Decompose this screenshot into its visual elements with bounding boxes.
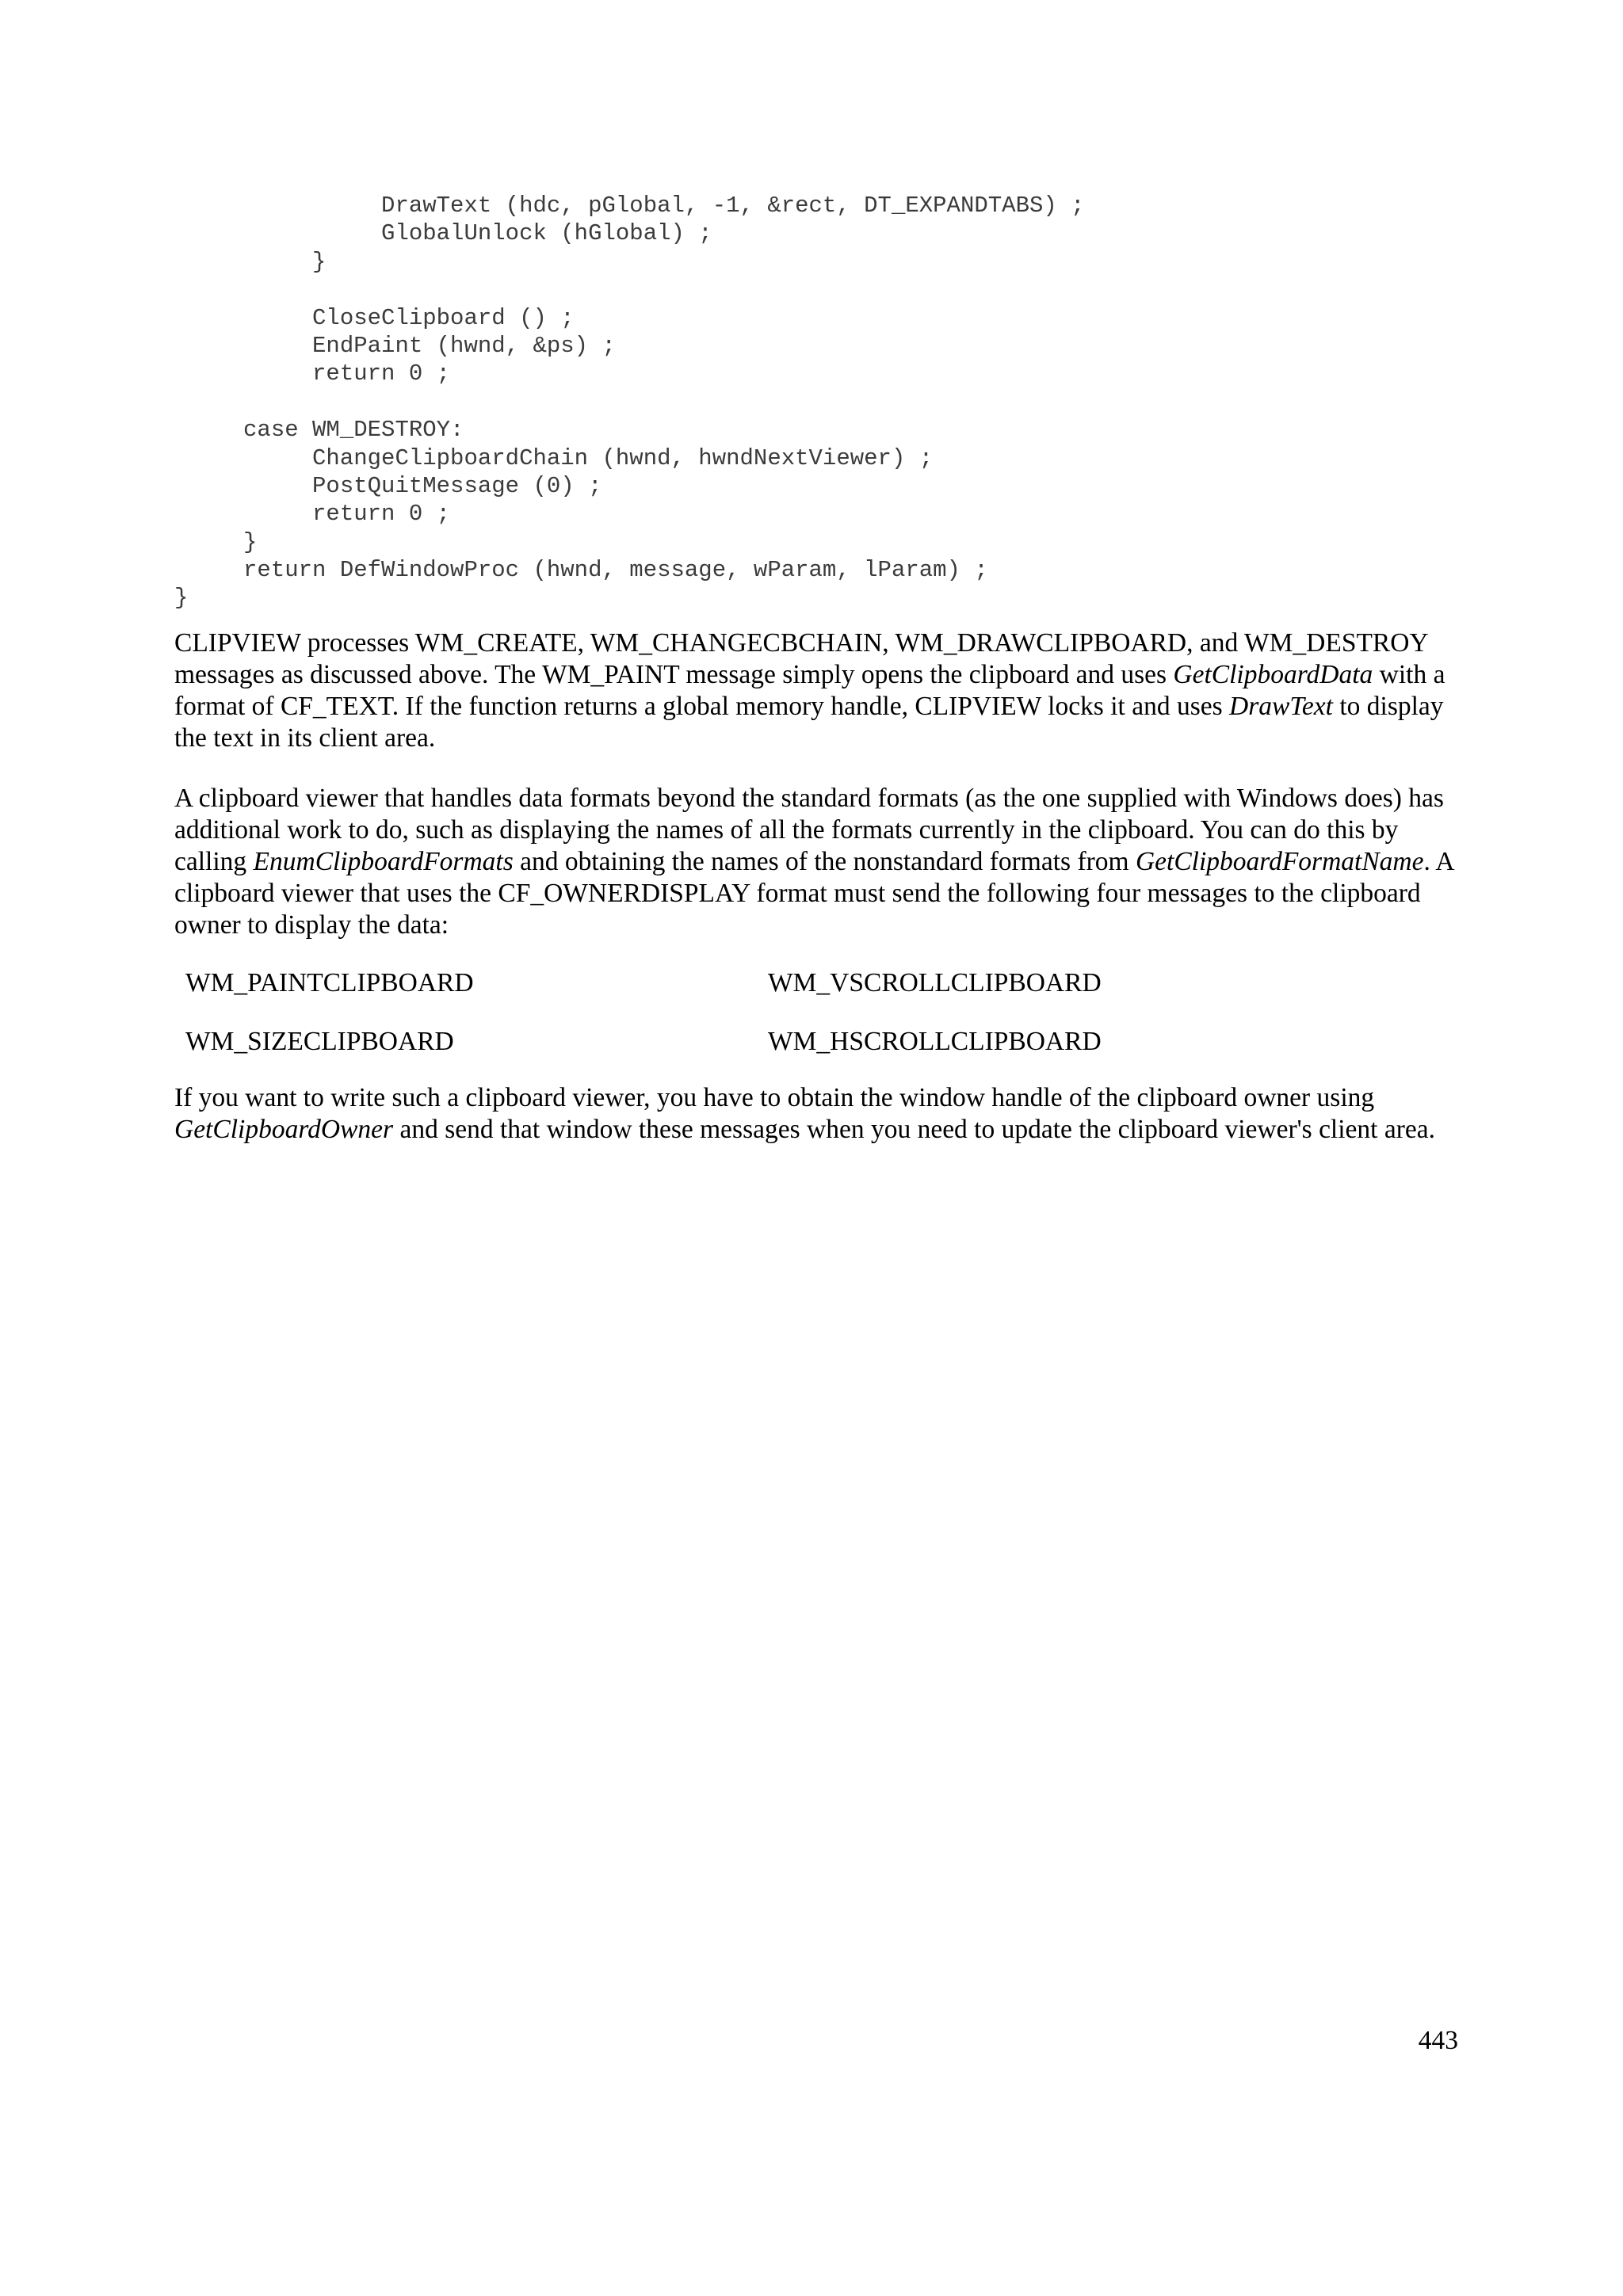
message-row	[185, 967, 1374, 1026]
code-line	[174, 388, 1442, 416]
paragraph-text: If you want to write such a clipboard viewer, you have to obtain the window handle of the clipboard owner using	[174, 1083, 1375, 1112]
code-line: GlobalUnlock (hGlobal) ;	[174, 220, 712, 247]
code-line: return 0 ;	[174, 501, 451, 528]
paragraph-text: A clipboard viewer that handles data formats beyond the standard formats (as the one supplied with Windows does) has additional work to do, such as displaying the names of all the formats currently in the clipboard. You can do this by calling	[174, 784, 1444, 876]
page-number: 443	[1418, 2026, 1458, 2055]
function-name-getclipboardformatname: GetClipboardFormatName	[1135, 847, 1424, 876]
paragraph-text: to display the text in its client area.	[174, 692, 1444, 753]
paragraph-text: with a format of CF_TEXT. If the function returns a global memory handle, CLIPVIEW locks it and uses	[174, 660, 1445, 721]
function-name-drawtext: DrawText	[1229, 692, 1333, 721]
message-name: WM_PAINTCLIPBOARD	[185, 968, 474, 997]
message-row	[185, 1026, 1374, 1085]
code-line: return DefWindowProc (hwnd, message, wParam, lParam) ;	[174, 557, 988, 584]
paragraph-text: and send that window these messages when you need to update the clipboard viewer's client area.	[393, 1115, 1435, 1144]
code-line: DrawText (hdc, pGlobal, -1, &rect, DT_EXPANDTABS) ;	[174, 193, 1085, 219]
function-name-getclipboarddata: GetClipboardData	[1173, 660, 1373, 689]
code-listing	[174, 192, 1442, 612]
code-line: }	[174, 528, 258, 555]
message-name: WM_HSCROLLCLIPBOARD	[768, 1027, 1102, 1056]
paragraph-clipboard-viewer-formats	[174, 783, 1458, 941]
function-name-enumclipboardformats: EnumClipboardFormats	[253, 847, 514, 876]
function-name-getclipboardowner: GetClipboardOwner	[174, 1115, 394, 1144]
paragraph-text: . A clipboard viewer that uses the CF_OWNERDISPLAY format must send the following four messages to the clipboard owner to display the data:	[174, 847, 1453, 940]
code-line: ChangeClipboardChain (hwnd, hwndNextViewer) ;	[174, 444, 934, 471]
code-line	[174, 276, 1442, 303]
code-line: CloseClipboard () ;	[174, 304, 575, 331]
code-line: PostQuitMessage (0) ;	[174, 472, 602, 499]
code-line: case WM_DESTROY:	[174, 417, 464, 444]
message-list	[185, 967, 1374, 1085]
code-line: EndPaint (hwnd, &ps) ;	[174, 332, 616, 359]
code-line: }	[174, 248, 327, 275]
paragraph-text: and obtaining the names of the nonstandard formats from	[513, 847, 1136, 876]
paragraph-clipview-processing	[174, 627, 1458, 754]
paragraph-text: CLIPVIEW processes WM_CREATE, WM_CHANGECBCHAIN, WM_DRAWCLIPBOARD, and WM_DESTROY messages as discussed above. The WM_PAINT message simply opens the clipboard and uses	[174, 628, 1428, 689]
message-name: WM_VSCROLLCLIPBOARD	[768, 968, 1102, 997]
paragraph-clipboard-owner	[174, 1082, 1458, 1146]
code-line: return 0 ;	[174, 360, 451, 387]
message-name: WM_SIZECLIPBOARD	[185, 1027, 454, 1056]
code-line: }	[174, 585, 189, 612]
